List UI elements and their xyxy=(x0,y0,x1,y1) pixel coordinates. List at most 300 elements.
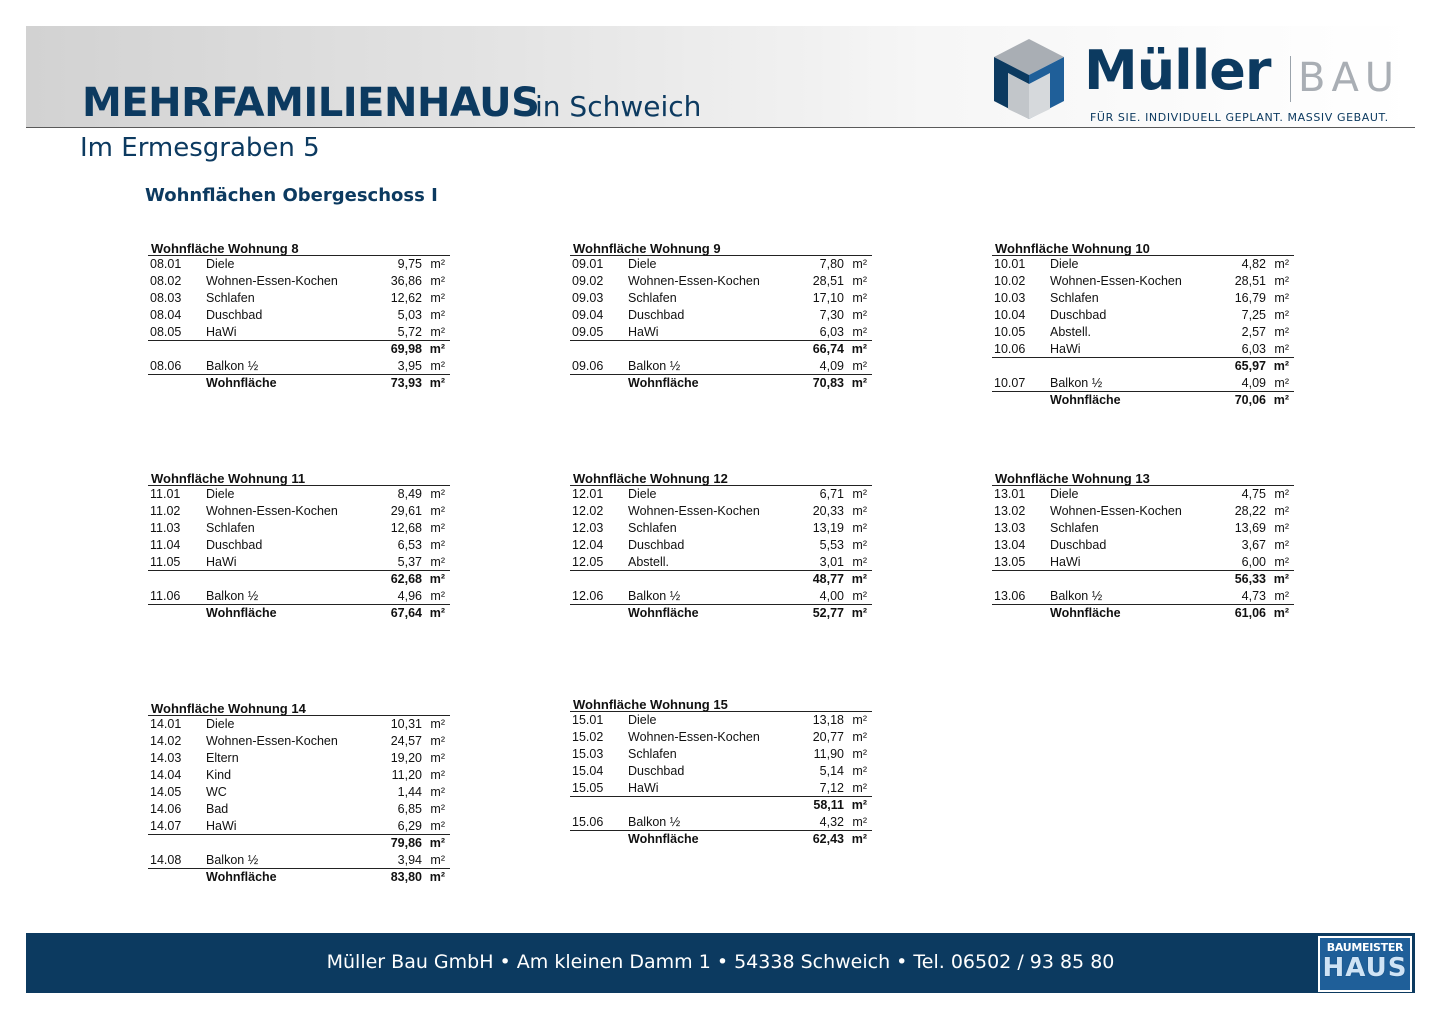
room-row xyxy=(992,290,1294,307)
room-area: 13,69 xyxy=(1234,521,1266,535)
unit: m² xyxy=(1274,589,1289,603)
subtotal-value: 65,97 xyxy=(1234,359,1266,373)
room-number: 08.03 xyxy=(150,291,182,305)
badge-bottom-text: HAUS xyxy=(1322,953,1408,983)
total-label: Wohnfläche xyxy=(206,870,277,884)
section-title: Wohnflächen Obergeschoss I xyxy=(145,185,438,206)
total-row xyxy=(570,831,872,848)
room-row xyxy=(570,503,872,520)
unit: m² xyxy=(852,257,867,271)
unit: m² xyxy=(430,257,445,271)
room-row xyxy=(148,554,450,571)
room-area: 6,03 xyxy=(819,325,844,339)
room-area: 16,79 xyxy=(1234,291,1266,305)
room-area: 7,25 xyxy=(1241,308,1266,322)
room-number: 13.05 xyxy=(994,555,1026,569)
unit: m² xyxy=(429,572,445,586)
room-number: 13.04 xyxy=(994,538,1026,552)
logo-divider xyxy=(1290,56,1291,102)
unit: m² xyxy=(1274,521,1289,535)
room-label: Duschbad xyxy=(206,538,263,552)
room-number: 14.02 xyxy=(150,734,182,748)
room-row xyxy=(148,520,450,537)
room-number: 14.08 xyxy=(150,853,182,867)
apartment-table xyxy=(570,698,872,848)
logo-bau: BAU xyxy=(1298,55,1401,101)
unit: m² xyxy=(851,606,867,620)
apartment-table xyxy=(570,472,872,622)
total-value: 70,06 xyxy=(1234,393,1266,407)
room-row xyxy=(992,324,1294,341)
unit: m² xyxy=(852,504,867,518)
room-number: 09.02 xyxy=(572,274,604,288)
room-number: 10.06 xyxy=(994,342,1026,356)
room-area: 28,51 xyxy=(1234,274,1266,288)
room-number: 08.05 xyxy=(150,325,182,339)
room-area: 4,73 xyxy=(1241,589,1266,603)
balcony-row xyxy=(570,358,872,375)
room-number: 11.02 xyxy=(150,504,181,518)
unit: m² xyxy=(430,274,445,288)
room-number: 08.01 xyxy=(150,257,182,271)
room-row xyxy=(148,503,450,520)
room-area: 5,37 xyxy=(397,555,422,569)
unit: m² xyxy=(852,781,867,795)
room-number: 15.04 xyxy=(572,764,604,778)
room-row xyxy=(992,307,1294,324)
subtotal-row xyxy=(148,341,450,358)
unit: m² xyxy=(1274,504,1289,518)
subtotal-value: 69,98 xyxy=(390,342,422,356)
room-number: 14.03 xyxy=(150,751,182,765)
footer-contact: Müller Bau GmbH • Am kleinen Damm 1 • 54338 Schweich • Tel. 06502 / 93 85 80 xyxy=(326,951,1115,973)
unit: m² xyxy=(430,768,445,782)
unit: m² xyxy=(1274,325,1289,339)
subtotal-value: 56,33 xyxy=(1234,572,1266,586)
unit: m² xyxy=(852,274,867,288)
total-row xyxy=(148,869,450,886)
total-label: Wohnfläche xyxy=(206,376,277,390)
room-number: 13.02 xyxy=(994,504,1026,518)
room-row xyxy=(992,554,1294,571)
unit: m² xyxy=(852,815,867,829)
room-row xyxy=(992,486,1294,503)
room-area: 24,57 xyxy=(390,734,422,748)
table-title: Wohnfläche Wohnung 10 xyxy=(992,242,1294,256)
room-label: Schlafen xyxy=(628,291,677,305)
unit: m² xyxy=(852,291,867,305)
room-row xyxy=(570,256,872,273)
room-row xyxy=(148,733,450,750)
room-number: 15.03 xyxy=(572,747,604,761)
table-title: Wohnfläche Wohnung 12 xyxy=(570,472,872,486)
subtotal-value: 48,77 xyxy=(812,572,844,586)
room-number: 15.01 xyxy=(572,713,604,727)
room-label: HaWi xyxy=(628,781,659,795)
baumeister-haus-badge xyxy=(1318,936,1412,992)
room-label: Balkon ½ xyxy=(206,359,259,373)
room-number: 09.05 xyxy=(572,325,604,339)
room-area: 4,09 xyxy=(819,359,844,373)
unit: m² xyxy=(852,747,867,761)
room-area: 3,95 xyxy=(397,359,422,373)
room-area: 29,61 xyxy=(390,504,422,518)
badge-top-text: BAUMEISTER xyxy=(1326,941,1404,954)
unit: m² xyxy=(430,717,445,731)
room-row xyxy=(148,290,450,307)
unit: m² xyxy=(430,751,445,765)
room-number: 09.04 xyxy=(572,308,604,322)
unit: m² xyxy=(1273,393,1289,407)
room-area: 13,19 xyxy=(812,521,844,535)
balcony-row xyxy=(148,358,450,375)
room-area: 4,96 xyxy=(397,589,422,603)
total-value: 70,83 xyxy=(812,376,844,390)
room-label: Duschbad xyxy=(628,538,685,552)
unit: m² xyxy=(1273,359,1289,373)
unit: m² xyxy=(429,870,445,884)
room-label: Duschbad xyxy=(628,764,685,778)
subtotal-row xyxy=(992,571,1294,588)
room-area: 4,75 xyxy=(1241,487,1266,501)
room-number: 12.02 xyxy=(572,504,604,518)
total-row xyxy=(148,375,450,392)
room-row xyxy=(570,324,872,341)
table-title: Wohnfläche Wohnung 15 xyxy=(570,698,872,712)
total-row xyxy=(992,605,1294,622)
table-title: Wohnfläche Wohnung 13 xyxy=(992,472,1294,486)
room-area: 6,53 xyxy=(397,538,422,552)
room-area: 13,18 xyxy=(812,713,844,727)
room-number: 13.06 xyxy=(994,589,1026,603)
total-label: Wohnfläche xyxy=(1050,393,1121,407)
room-label: Diele xyxy=(206,717,235,731)
room-number: 08.04 xyxy=(150,308,182,322)
room-area: 12,68 xyxy=(390,521,422,535)
room-label: Schlafen xyxy=(628,747,677,761)
subtotal-row xyxy=(992,358,1294,375)
room-label: Duschbad xyxy=(206,308,263,322)
total-row xyxy=(148,605,450,622)
room-row xyxy=(148,784,450,801)
room-number: 11.05 xyxy=(150,555,181,569)
room-label: Balkon ½ xyxy=(206,589,259,603)
room-row xyxy=(570,520,872,537)
room-area: 8,49 xyxy=(397,487,422,501)
room-label: HaWi xyxy=(206,555,237,569)
room-area: 5,53 xyxy=(819,538,844,552)
table-title: Wohnfläche Wohnung 9 xyxy=(570,242,872,256)
total-label: Wohnfläche xyxy=(1050,606,1121,620)
room-area: 4,00 xyxy=(819,589,844,603)
room-area: 20,33 xyxy=(812,504,844,518)
unit: m² xyxy=(430,538,445,552)
room-number: 09.01 xyxy=(572,257,604,271)
room-label: HaWi xyxy=(206,819,237,833)
room-number: 12.04 xyxy=(572,538,604,552)
room-row xyxy=(148,767,450,784)
room-label: HaWi xyxy=(206,325,237,339)
room-area: 3,67 xyxy=(1241,538,1266,552)
room-label: HaWi xyxy=(1050,342,1081,356)
room-number: 10.03 xyxy=(994,291,1026,305)
room-label: HaWi xyxy=(1050,555,1081,569)
room-number: 15.02 xyxy=(572,730,604,744)
unit: m² xyxy=(852,487,867,501)
unit: m² xyxy=(1274,487,1289,501)
unit: m² xyxy=(430,504,445,518)
room-label: Wohnen-Essen-Kochen xyxy=(206,504,338,518)
subtotal-value: 62,68 xyxy=(390,572,422,586)
room-row xyxy=(148,537,450,554)
room-row xyxy=(570,554,872,571)
room-number: 09.06 xyxy=(572,359,604,373)
room-number: 10.04 xyxy=(994,308,1026,322)
room-area: 11,90 xyxy=(813,747,844,761)
room-row xyxy=(992,520,1294,537)
room-row xyxy=(570,729,872,746)
total-value: 52,77 xyxy=(812,606,844,620)
total-label: Wohnfläche xyxy=(628,376,699,390)
unit: m² xyxy=(852,730,867,744)
room-label: Eltern xyxy=(206,751,239,765)
room-label: Kind xyxy=(206,768,232,782)
room-area: 5,72 xyxy=(397,325,422,339)
unit: m² xyxy=(1273,572,1289,586)
balcony-row xyxy=(992,588,1294,605)
unit: m² xyxy=(1274,342,1289,356)
unit: m² xyxy=(852,538,867,552)
room-label: Schlafen xyxy=(628,521,677,535)
room-label: Diele xyxy=(628,487,657,501)
unit: m² xyxy=(852,325,867,339)
room-label: Schlafen xyxy=(1050,521,1099,535)
total-value: 62,43 xyxy=(812,832,844,846)
room-area: 9,75 xyxy=(397,257,422,271)
table-title: Wohnfläche Wohnung 14 xyxy=(148,702,450,716)
room-number: 08.02 xyxy=(150,274,182,288)
subtotal-value: 66,74 xyxy=(812,342,844,356)
room-row xyxy=(148,256,450,273)
room-label: Balkon ½ xyxy=(206,853,259,867)
table-title: Wohnfläche Wohnung 11 xyxy=(148,472,450,486)
unit: m² xyxy=(851,572,867,586)
room-row xyxy=(570,290,872,307)
unit: m² xyxy=(429,342,445,356)
room-label: Wohnen-Essen-Kochen xyxy=(206,274,338,288)
unit: m² xyxy=(1274,555,1289,569)
room-row xyxy=(992,537,1294,554)
apartment-table xyxy=(148,472,450,622)
room-area: 7,30 xyxy=(819,308,844,322)
room-area: 36,86 xyxy=(390,274,422,288)
total-value: 83,80 xyxy=(390,870,422,884)
unit: m² xyxy=(430,359,445,373)
room-row xyxy=(570,273,872,290)
room-row xyxy=(570,486,872,503)
room-number: 14.04 xyxy=(150,768,182,782)
room-number: 10.05 xyxy=(994,325,1026,339)
unit: m² xyxy=(1274,538,1289,552)
balcony-row xyxy=(992,375,1294,392)
apartment-table xyxy=(570,242,872,392)
room-label: Schlafen xyxy=(1050,291,1099,305)
room-area: 5,14 xyxy=(819,764,844,778)
subtotal-row xyxy=(570,341,872,358)
room-number: 15.05 xyxy=(572,781,604,795)
room-label: Wohnen-Essen-Kochen xyxy=(628,274,760,288)
page-title: MEHRFAMILIENHAUS xyxy=(82,80,540,126)
unit: m² xyxy=(851,342,867,356)
room-number: 11.06 xyxy=(150,589,181,603)
room-label: Bad xyxy=(206,802,229,816)
room-label: Schlafen xyxy=(206,521,255,535)
room-label: Duschbad xyxy=(628,308,685,322)
room-row xyxy=(148,818,450,835)
balcony-row xyxy=(148,852,450,869)
room-area: 2,57 xyxy=(1241,325,1266,339)
footer-bar xyxy=(26,933,1415,993)
room-row xyxy=(570,746,872,763)
total-label: Wohnfläche xyxy=(628,832,699,846)
room-area: 6,71 xyxy=(819,487,844,501)
room-area: 19,20 xyxy=(390,751,422,765)
unit: m² xyxy=(851,798,867,812)
room-row xyxy=(148,750,450,767)
unit: m² xyxy=(1273,606,1289,620)
room-number: 11.03 xyxy=(150,521,181,535)
room-label: Balkon ½ xyxy=(1050,376,1103,390)
room-area: 3,01 xyxy=(819,555,844,569)
room-row xyxy=(570,307,872,324)
unit: m² xyxy=(429,376,445,390)
subtotal-row xyxy=(570,571,872,588)
room-area: 6,03 xyxy=(1241,342,1266,356)
room-area: 12,62 xyxy=(390,291,422,305)
room-row xyxy=(148,801,450,818)
room-label: Wohnen-Essen-Kochen xyxy=(1050,274,1182,288)
room-label: Wohnen-Essen-Kochen xyxy=(1050,504,1182,518)
unit: m² xyxy=(430,853,445,867)
room-row xyxy=(570,537,872,554)
total-row xyxy=(570,375,872,392)
room-area: 17,10 xyxy=(812,291,844,305)
unit: m² xyxy=(852,308,867,322)
header-rule xyxy=(26,127,1415,128)
room-number: 15.06 xyxy=(572,815,604,829)
room-label: Wohnen-Essen-Kochen xyxy=(206,734,338,748)
room-area: 7,80 xyxy=(819,257,844,271)
room-label: Balkon ½ xyxy=(628,589,681,603)
room-row xyxy=(570,763,872,780)
room-number: 10.07 xyxy=(994,376,1026,390)
room-row xyxy=(992,503,1294,520)
unit: m² xyxy=(430,291,445,305)
room-number: 14.07 xyxy=(150,819,182,833)
balcony-row xyxy=(570,814,872,831)
room-label: Diele xyxy=(206,257,235,271)
unit: m² xyxy=(1274,376,1289,390)
unit: m² xyxy=(1274,274,1289,288)
room-row xyxy=(570,780,872,797)
unit: m² xyxy=(852,555,867,569)
room-row xyxy=(992,256,1294,273)
room-area: 4,82 xyxy=(1241,257,1266,271)
room-label: HaWi xyxy=(628,325,659,339)
balcony-row xyxy=(570,588,872,605)
room-row xyxy=(992,341,1294,358)
unit: m² xyxy=(852,521,867,535)
room-row xyxy=(148,324,450,341)
subtotal-value: 58,11 xyxy=(813,798,844,812)
subtotal-row xyxy=(148,835,450,852)
room-number: 10.01 xyxy=(994,257,1026,271)
room-label: Diele xyxy=(1050,487,1079,501)
room-number: 14.06 xyxy=(150,802,182,816)
total-label: Wohnfläche xyxy=(628,606,699,620)
room-label: Duschbad xyxy=(1050,308,1107,322)
unit: m² xyxy=(851,376,867,390)
room-area: 7,12 xyxy=(819,781,844,795)
unit: m² xyxy=(851,832,867,846)
room-number: 11.04 xyxy=(150,538,181,552)
room-area: 28,22 xyxy=(1234,504,1266,518)
address: Im Ermesgraben 5 xyxy=(80,133,320,163)
room-number: 11.01 xyxy=(150,487,181,501)
room-area: 4,09 xyxy=(1241,376,1266,390)
total-row xyxy=(570,605,872,622)
unit: m² xyxy=(430,785,445,799)
room-label: Diele xyxy=(1050,257,1079,271)
room-number: 10.02 xyxy=(994,274,1026,288)
room-row xyxy=(148,307,450,324)
room-number: 12.05 xyxy=(572,555,604,569)
unit: m² xyxy=(852,713,867,727)
subtotal-row xyxy=(148,571,450,588)
room-row xyxy=(148,716,450,733)
room-number: 12.06 xyxy=(572,589,604,603)
room-label: Duschbad xyxy=(1050,538,1107,552)
room-label: Schlafen xyxy=(206,291,255,305)
unit: m² xyxy=(430,325,445,339)
unit: m² xyxy=(430,521,445,535)
unit: m² xyxy=(852,589,867,603)
apartment-table xyxy=(992,242,1294,409)
room-area: 20,77 xyxy=(812,730,844,744)
total-row xyxy=(992,392,1294,409)
room-label: Balkon ½ xyxy=(628,359,681,373)
unit: m² xyxy=(430,734,445,748)
room-area: 1,44 xyxy=(397,785,422,799)
unit: m² xyxy=(430,589,445,603)
unit: m² xyxy=(430,487,445,501)
room-area: 28,51 xyxy=(812,274,844,288)
room-row xyxy=(148,273,450,290)
unit: m² xyxy=(852,359,867,373)
room-area: 3,94 xyxy=(397,853,422,867)
room-area: 6,85 xyxy=(397,802,422,816)
room-label: Abstell. xyxy=(1050,325,1091,339)
logo-slogan: FÜR SIE. INDIVIDUELL GEPLANT. MASSIV GEBAUT. xyxy=(1090,111,1389,124)
room-label: Balkon ½ xyxy=(628,815,681,829)
room-number: 14.01 xyxy=(150,717,182,731)
unit: m² xyxy=(430,308,445,322)
unit: m² xyxy=(1274,308,1289,322)
unit: m² xyxy=(1274,257,1289,271)
unit: m² xyxy=(430,819,445,833)
room-area: 6,00 xyxy=(1241,555,1266,569)
balcony-row xyxy=(148,588,450,605)
